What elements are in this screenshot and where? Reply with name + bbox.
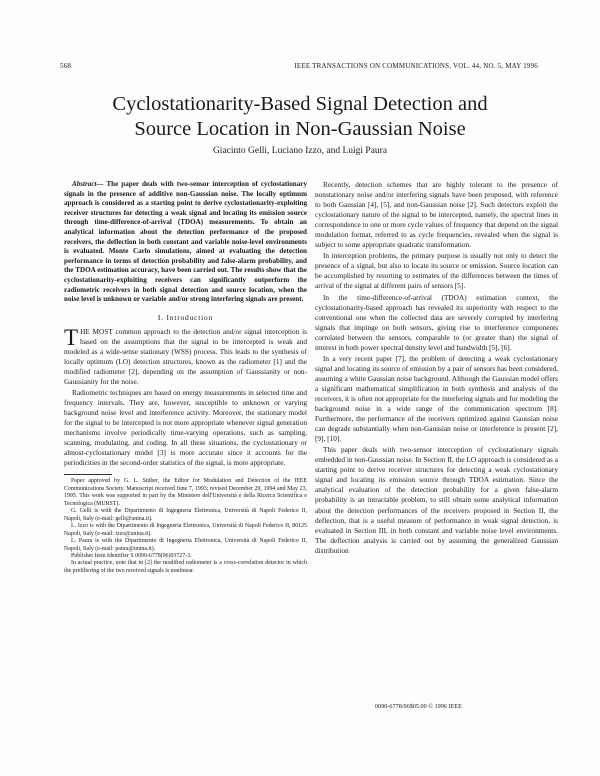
right-column [315,180,558,557]
footnote-rule [64,474,112,475]
footnote-author-gelli: G. Gelli is with the Dipartimento di Ingegneria Elettronica, Università di Napoli Federico II, Napoli, Italy (e-mail: gelli@unina.it). [64,508,307,522]
footnote-author-paura: L. Paura is with the Dipartimento di Ingegneria Elettronica, Università di Napoli Federico II, Napoli, Italy (e-mail: paura@unina.it). [64,538,307,552]
right-paragraph-3: In the time-difference-of-arrival (TDOA) estimation context, the cyclostationarity-based approach has revealed its superiority with respect to the conventional one when the collected data are severely corrupted by interfering signals that impinge on both sensors, giving rise to interference components correlated between the sensors, comparable to (or greater than) the signal of interest in both power spectral density level and bandwidth [5], [6]. [315,292,558,352]
footnote-manuscript: Paper approved by G. L. Stüber, the Editor for Modulation and Detection of the IEEE Communications Society. Manuscript received June 7, 1993; revised December 29, 1994 and May 23, 1995. This work was supported in part by the Ministero dell'Università e della Ricerca Scientifica e Tecnologica (MURST). [64,478,307,507]
author-list: Giacinto Gelli, Luciano Izzo, and Luigi Paura [212,146,388,156]
abstract-text: The paper deals with two-sensor interception of cyclostationary signals in the presence of additive non-Gaussian noise. The locally optimum approach is considered as a starting point to derive cyclostationarity-exploiting receiver structures for detecting a weak signal and locating its emission source through time-difference-of-arrival (TDOA) measurements. To obtain an analytical information about the detection performance of the proposed receivers, the deflection in both constant and variable noise-level environments is evaluated. Monte Carlo simulations, aimed at evaluating the detection performance in terms of detection probability and false-alarm probability, and the TDOA estimation accuracy, have been carried out. The results show that the cyclostationarity-exploiting receivers can significantly outperform the radiometric receivers in both signal detection and source location, when the noise level is unknown or variable and/or strong interfering signals are present. [64,180,307,304]
drop-cap: T [64,324,79,350]
footnote-publisher-id: Publisher Item Identifier S 0090-6778(96)03727-3. [71,552,192,559]
left-column [64,180,307,575]
footnote-note: In actual practice, note that in [2] the modified radiometer is a cross-correlation detector in which the prefiltering of the two received signals is nonlinear. [64,560,307,574]
right-paragraph-5: This paper deals with two-sensor interception of cyclostationary signals embedded in non-Gaussian noise. In Section II, the LO approach is considered as a starting point to derive receiver structures for detecting a weak cyclostationary signal and locating its emission source through TDOA estimation. Since the analytical evaluation of the detection probability for a given false-alarm probability is an intractable problem, to still obtain some analytical information about the detection performances of the receivers proposed in Section II, the deflection, that is a useful measure of performance in weak signal detection, is evaluated in Section III, in both constant and variable noise level environments. The deflection analysis is carried out by assuming the generalized Gaussian distribution [315,445,558,555]
abstract [64,180,307,305]
footnotes [64,478,307,575]
abstract-label: Abstract— [72,180,104,188]
section-heading: I. Introduction [157,312,214,322]
right-paragraph-1: Recently, detection schemes that are highly tolerant to the presence of nonstationary noise and/or interfering signals have been proposed, with reference to both Gaussian [4], [5], and non-Gaussian noise [2]. Such detectors exploit the cyclostationary nature of the signal to be intercepted, namely, the spectral lines in correspondence to one or more cycle values of frequency that depend on the signal modulation format, referred to as cycle frequencies, revealed when the signal is subject to some appropriate quadratic transformation. [315,180,558,250]
footnote-author-izzo: L. Izzo is with the Dipartimento di Ingegneria Elettronica, Università di Napoli Federico II, 80125 Napoli, Italy (e-mail: izzo@unina.it). [64,523,307,537]
page-number: 568 [60,62,72,70]
running-head [60,62,538,74]
journal-name: IEEE TRANSACTIONS ON COMMUNICATIONS, VOL. 44, NO. 5, MAY 1996 [294,62,538,70]
intro-paragraph-1-text: HE MOST common approach to the detection and/or signal interception is based on the assumptions that the signal to be intercepted is weak and modeled as a wide-sense stationary (WSS) process. This leads to the synthesis of locally optimum (LO) detection structures, known as the radiometer [1] and the modified radiometer [2], depending on the assumption of Gaussianity or non-Gaussianity for the noise. [64,326,307,386]
right-paragraph-2: In interception problems, the primary purpose is usually not only to detect the presence of a signal, but also to locate its source or emission. Source location can be accomplished by resorting to estimates of the differences between the times of arrival of the signal at different pairs of sensors [5]. [315,251,558,291]
copyright-line: 0090-6778/96$05.00 © 1996 IEEE [375,703,462,710]
right-paragraph-4: In a very recent paper [7], the problem of detecting a weak cyclostationary signal and locating its source of emission by a pair of sensors has been considered, assuming a white Gaussian noise background. Although the Gaussian model offers a significant mathematical simplification in both synthesis and analysis of the receivers, it is often not appropriate for the interfering signals and for modeling the background noise in a wide range of the communication spectrum [8]. Furthermore, the performance of the receivers optimized against Gaussian noise can degrade substantially when non-Gaussian noise or interference is present [2], [9], [10]. [315,353,558,444]
title-line-1: Cyclostationarity-Based Signal Detection and [112,93,488,115]
intro-paragraph-2: Radiometric techniques are based on energy measurements in selected time and frequency intervals. They are, however, susceptible to unknown or varying background noise level and interference activity. Moreover, the stationary model for the signal to be intercepted is not more appropriate whenever signal generation mechanisms involve periodically time-varying operations, such as sampling, scanning, modulating, and coding. In all these situations, the cyclostationary or almost-cyclostationary model [3] is more accurate since it accounts for the periodicities in the second-order statistics of the signal, is more appropriate. [64,388,307,468]
title-line-2: Source Location in Non-Gaussian Noise [134,118,466,140]
intro-paragraph-1 [64,324,307,387]
paper-title [40,92,560,142]
